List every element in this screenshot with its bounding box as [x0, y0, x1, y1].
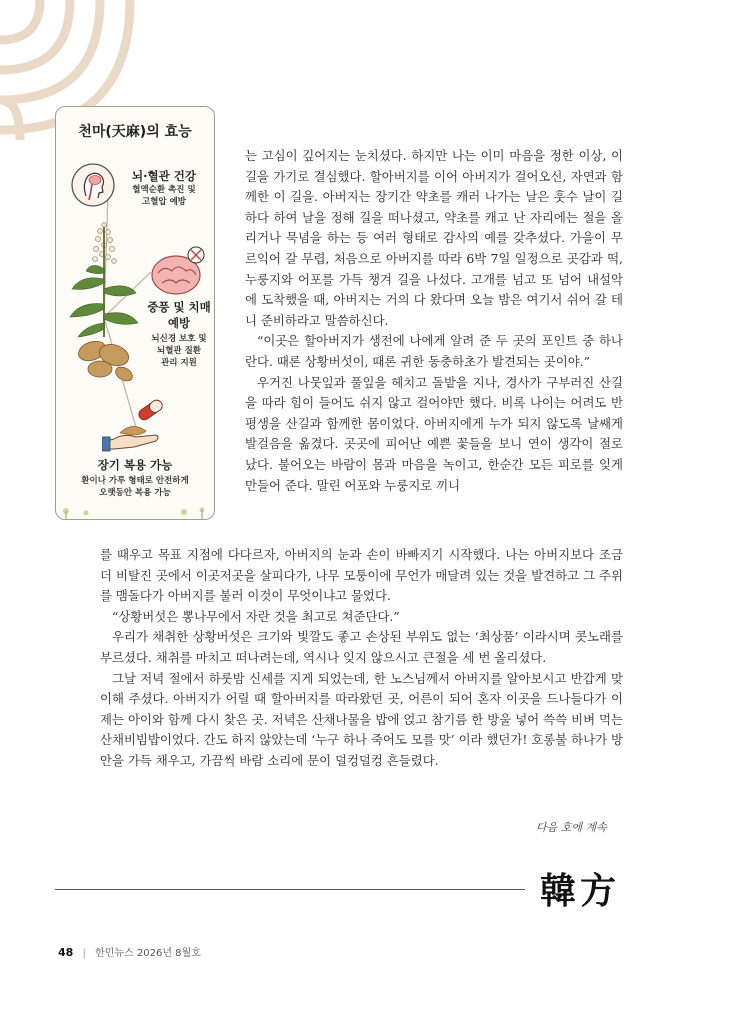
- footer-separator: |: [82, 948, 86, 959]
- section-logo: 韓方: [540, 870, 621, 912]
- tianma-plant-illustration: [62, 219, 142, 384]
- benefit-1-heading: 뇌·혈관 건강: [132, 169, 196, 183]
- benefit-3-heading: 장기 복용 가능: [97, 458, 173, 472]
- benefit-2-line-1: 뇌신경 보호 및: [151, 334, 207, 344]
- benefit-1-line-2: 고혈압 예방: [141, 197, 186, 207]
- paragraph-7: 그날 저녁 절에서 하룻밤 신세를 지게 되었는데, 한 노스님께서 아버지를 알아보시고 반갑게 맞이해 주셨다. 아버지가 어릴 때 할아버지를 따라왔던 곳, 어른이 되어 혼자 이곳을 드나들다가 이제는 아이와 함께 다시 찾은 곳. 저녁은 산채나물을 밥에 얹고 참기름 한 방울 넣어 쓱쓱 비벼 먹는 산채비빔밥이었다. 간도 하지 않았는데 ‘누구 하나 죽어도 모를 맛’ 이라 했던가! 호롱불 하나가 방 안을 가득 채우고, 가끔씩 바람 소리에 문이 덜컹덜컹 흔들렸다.: [100, 670, 623, 768]
- benefit-3-line-2: 오랫동안 복용 가능: [99, 488, 171, 498]
- benefit-2: [146, 299, 212, 369]
- article-column-text: [245, 146, 623, 496]
- benefits-infographic: [55, 106, 215, 520]
- benefit-3-line-1: 환이나 가루 형태로 안전하게: [81, 476, 189, 486]
- floral-border-decoration: [56, 495, 214, 519]
- paragraph-2-quote: “이곳은 할아버지가 생전에 나에게 알려 준 두 곳의 포인트 중 하나란다. 때론 상황버섯이, 때론 귀한 동충하초가 발견되는 곳이야.”: [245, 333, 623, 369]
- benefit-2-line-2: 뇌혈관 질환: [156, 346, 201, 356]
- paragraph-5-quote: “상황버섯은 뽕나무에서 자란 것을 최고로 쳐준단다.”: [112, 608, 400, 624]
- benefit-2-heading: 중풍 및 치매 예방: [147, 300, 211, 330]
- benefit-1-line-1: 혈액순환 촉진 및: [132, 185, 196, 195]
- hand-pill-icon: [102, 397, 172, 453]
- head-vessel-icon: [70, 162, 116, 208]
- page-number: 48: [58, 946, 74, 959]
- benefit-3: [58, 457, 212, 499]
- article-wide-text: [100, 545, 623, 772]
- infographic-title: 천마(天麻)의 효능: [78, 124, 192, 140]
- paragraph-1: 는 고심이 깊어지는 눈치셨다. 하지만 나는 이미 마음을 정한 이상, 이 길을 가기로 결심했다. 할아버지를 이어 아버지가 걸어오신, 자연과 함께한 이 길을. 아버지는 장기간 약초를 캐러 나가는 날은 훗수 날이 길하다 하여 날을 정해 길을 떠나셨고, 약초를 캐고 난 자리에는 절을 올리거나 묵념을 하는 등 여러 형태로 감사의 예를 갖추셨다. 가을이 무르익어 갈 무렵, 처음으로 아버지를 따라 6박 7일 일정으로 곳감과 떡, 누룽지와 어포를 가득 챙겨 길을 나섰다. 고개를 넘고 또 넘어 내설악에 도착했을 때, 아버지는 거의 다 왔다며 오늘 밤은 여기서 쉬어 갈 테니 준비하라고 말씀하신다.: [245, 148, 623, 328]
- paragraph-6: 우리가 채취한 상황버섯은 크기와 빛깔도 좋고 손상된 부위도 없는 ‘최상품’ 이라시며 콧노래를 부르셨다. 채취를 마치고 떠나려는데, 역시나 잊지 않으시고 큰절을 세 번 올리셨다.: [100, 629, 623, 665]
- brain-icon: [148, 245, 208, 299]
- paragraph-3: 우거진 나뭇잎과 풀잎을 헤치고 돌밭을 지나, 경사가 구부러진 산길을 따라 힘이 들어도 쉬지 않고 걸어야만 했다. 비록 나이는 어려도 반평생을 산길과 함께한 몸이었다. 아버지에게 누가 되지 않도록 날쌔게 발걸음을 옮겼다. 곳곳에 피어난 예쁜 꽃들을 보니 연이 생각이 절로 났다. 불어오는 바람이 몸과 마음을 녹이고, 한순간 모든 피로를 잊게 만들어 준다. 말린 어포와 누룽지로 끼니: [245, 374, 623, 493]
- benefit-2-line-3: 관리 지원: [161, 358, 197, 368]
- page-footer: [58, 944, 201, 959]
- to-be-continued: 다음 호에 계속: [536, 821, 607, 834]
- paragraph-4: 를 때우고 목표 지점에 다다르자, 아버지의 눈과 손이 바빠지기 시작했다. 나는 아버지보다 조금 더 비탈진 곳에서 이곳저곳을 살피다가, 나무 모퉁이에 무언가 매달려 있는 것을 발견하고 그 주위를 맴돌다가 아버지를 불러 이것이 무엇이냐고 물었다.: [100, 547, 623, 604]
- benefit-1: [116, 168, 212, 208]
- publication-info: 한민뉴스 2026년 8월호: [95, 948, 201, 959]
- section-divider: [55, 889, 525, 890]
